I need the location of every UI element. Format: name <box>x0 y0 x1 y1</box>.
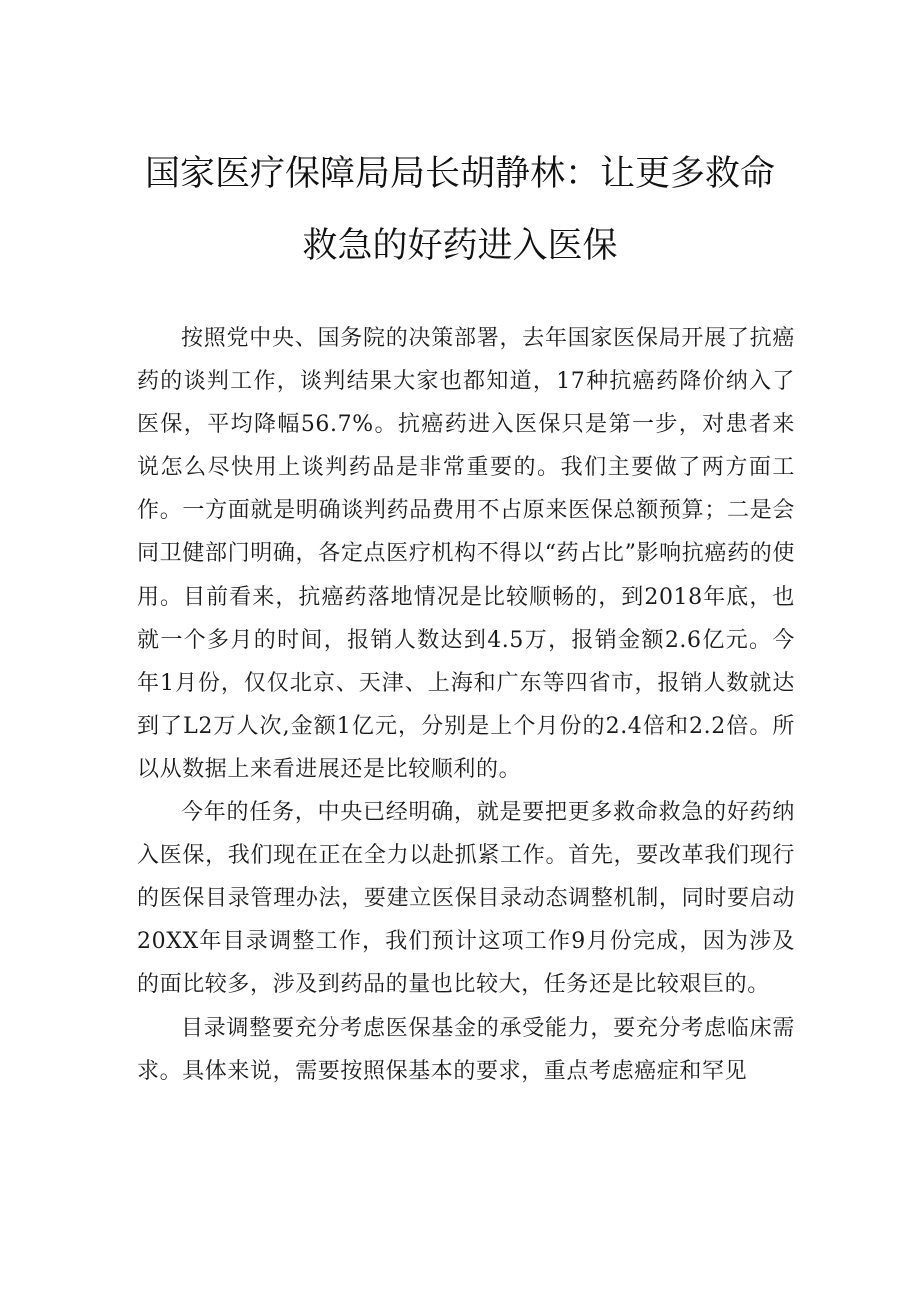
page-title-line-2: 救急的好药进入医保 <box>302 226 618 266</box>
paragraph-3: 目录调整要充分考虑医保基金的承受能力，要充分考虑临床需求。具体来说，需要按照保基本的要求，重点考虑癌症和罕见 <box>137 1015 795 1084</box>
page-title-line-1: 国家医疗保障局局长胡静林：让更多救命 <box>144 154 775 194</box>
paragraph-1: 按照党中央、国务院的决策部署，去年国家医保局开展了抗癌药的谈判工作，谈判结果大家也都知道，17种抗癌药降价纳入了医保，平均降幅56.7%。抗癌药进入医保只是第一步，对患者来说怎么尽快用上谈判药品是非常重要的。我们主要做了两方面工作。一方面就是明确谈判药品费用不占原来医保总额预算；二是会同卫健部门明确，各定点医疗机构不得以“药占比”影响抗癌药的使用。目前看来，抗癌药落地情况是比较顺畅的，到2018年底，也就一个多月的时间，报销人数达到4.5万，报销金额2.6亿元。今年1月份，仅仅北京、天津、上海和广东等四省市，报销人数就达到了L2万人次,金额1亿元，分别是上个月份的2.4倍和2.2倍。所以从数据上来看进展还是比较顺利的。 <box>137 326 795 782</box>
article-body <box>137 317 795 1093</box>
paragraph-2: 今年的任务，中央已经明确，就是要把更多救命救急的好药纳入医保，我们现在正在全力以赴抓紧工作。首先，要改革我们现行的医保目录管理办法，要建立医保目录动态调整机制，同时要启动20XX年目录调整工作，我们预计这项工作9月份完成，因为涉及的面比较多，涉及到药品的量也比较大，任务还是比较艰巨的。 <box>137 800 795 998</box>
